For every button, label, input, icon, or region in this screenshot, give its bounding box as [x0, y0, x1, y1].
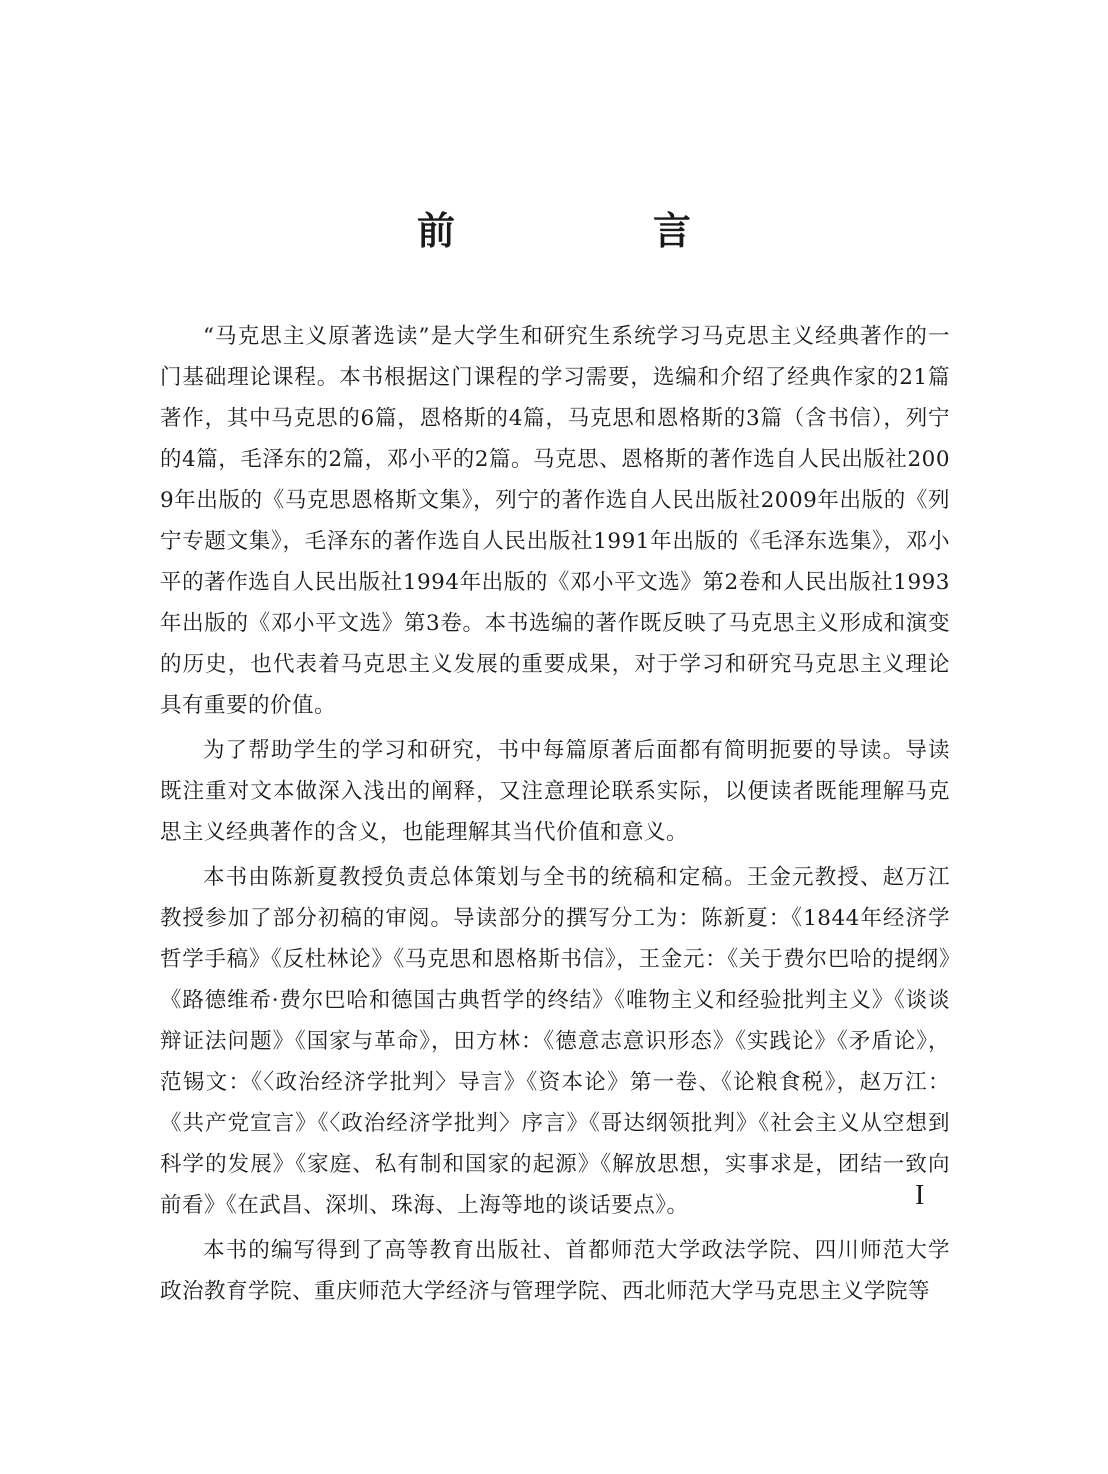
paragraph-authors: 本书由陈新夏教授负责总体策划与全书的统稿和定稿。王金元教授、赵万江教授参加了部分初稿的审阅。导读部分的撰写分工为：陈新夏：《1844年经济学哲学手稿》《反杜林论》《马克思和恩格斯书信》，王金元：《关于费尔巴哈的提纲》《路德维希·费尔巴哈和德国古典哲学的终结》《唯物主义和经验批判主义》《谈谈辩证法问题》《国家与革命》，田方林：《德意志意识形态》《实践论》《矛盾论》，范锡文：《〈政治经济学批判〉导言》《资本论》第一卷、《论粮食税》，赵万江：《共产党宣言》《〈政治经济学批判〉序言》《哥达纲领批判》《社会主义从空想到科学的发展》《家庭、私有制和国家的起源》《解放思想，实事求是，团结一致向前看》《在武昌、深圳、珠海、上海等地的谈话要点》。 [160, 865, 950, 1218]
page-title: 前 言 [416, 208, 771, 253]
paragraph-guide: 为了帮助学生的学习和研究，书中每篇原著后面都有简明扼要的导读。导读既注重对文本做深入浅出的阐释，又注意理论联系实际，以便读者既能理解马克思主义经典著作的含义，也能理解其当代价值和意义。 [160, 738, 950, 845]
paragraph-intro: “马克思主义原著选读”是大学生和研究生系统学习马克思主义经典著作的一门基础理论课程。本书根据这门课程的学习需要，选编和介绍了经典作家的21篇著作，其中马克思的6篇，恩格斯的4篇，马克思和恩格斯的3篇（含书信），列宁的4篇，毛泽东的2篇，邓小平的2篇。马克思、恩格斯的著作选自人民出版社2009年出版的《马克思恩格斯文集》，列宁的著作选自人民出版社2009年出版的《列宁专题文集》，毛泽东的著作选自人民出版社1991年出版的《毛泽东选集》，邓小平的著作选自人民出版社1994年出版的《邓小平文选》第2卷和人民出版社1993年出版的《邓小平文选》第3卷。本书选编的著作既反映了马克思主义形成和演变的历史，也代表着马克思主义发展的重要成果，对于学习和研究马克思主义理论具有重要的价值。 [160, 324, 950, 718]
paragraph-thanks: 本书的编写得到了高等教育出版社、首都师范大学政法学院、四川师范大学政治教育学院、重庆师范大学经济与管理学院、西北师范大学马克思主义学院等 [160, 1238, 950, 1304]
preface-body [160, 316, 950, 1316]
page-number: I [915, 1180, 925, 1211]
